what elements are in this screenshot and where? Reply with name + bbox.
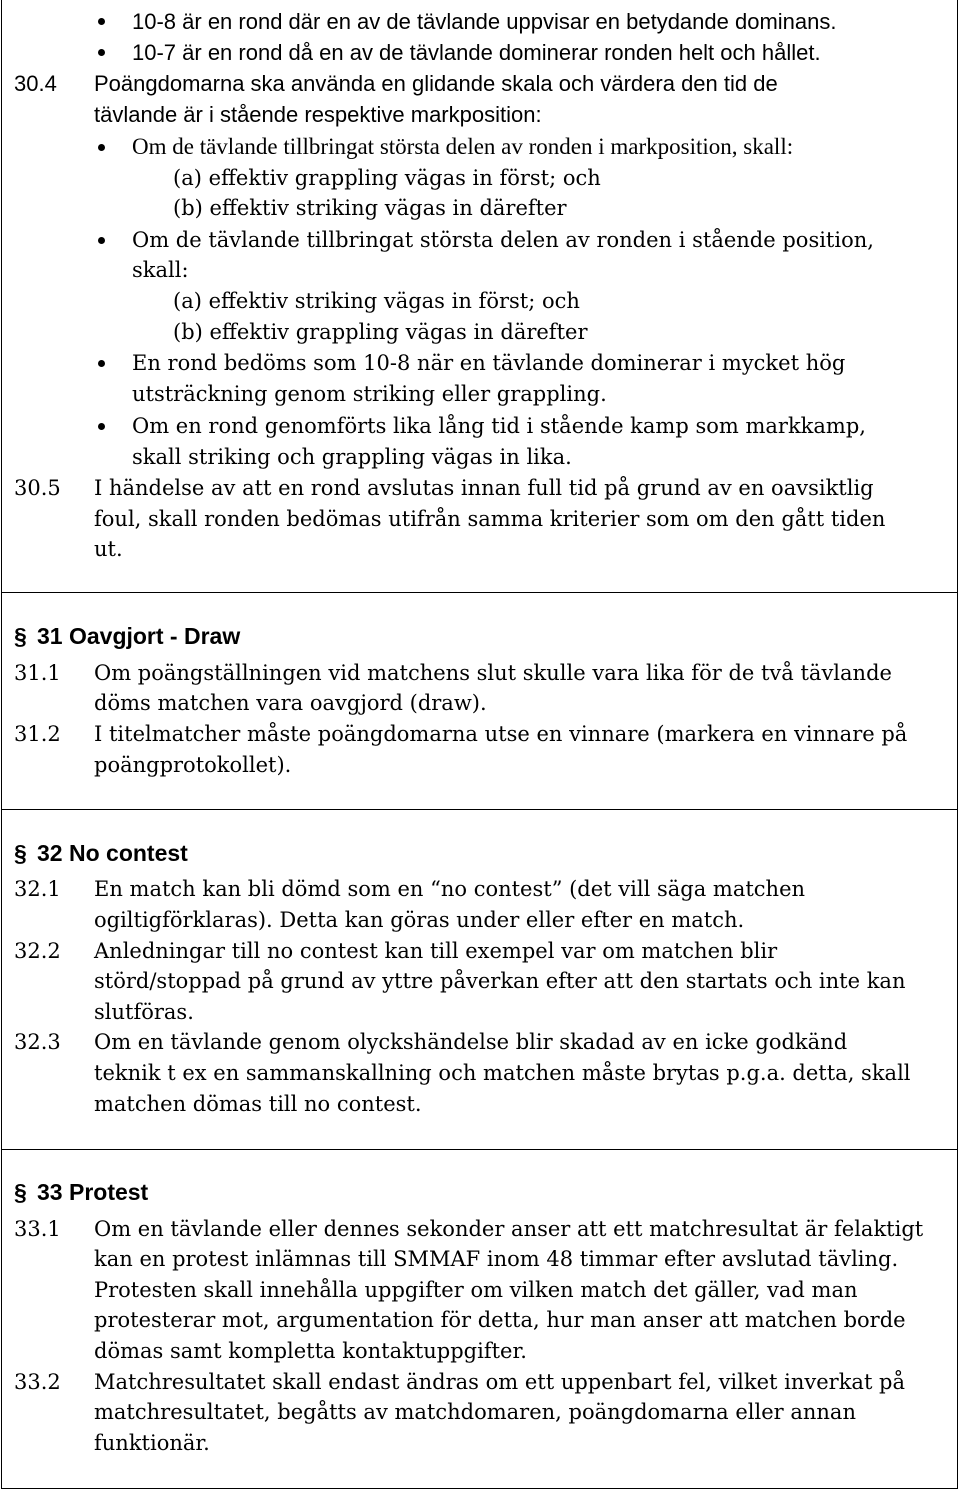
clause-number-32-3: 32.3	[14, 1030, 61, 1054]
section-sign-icon: §	[14, 1179, 27, 1205]
clause-number-32-2: 32.2	[14, 939, 61, 963]
clause-32-3-line-2: teknik t ex en sammanskallning och matchen måste brytas p.g.a. detta, skall	[94, 1061, 911, 1085]
standing-item-a: (a) effektiv striking vägas in först; och	[173, 289, 580, 313]
ground-item-b: (b) effektiv striking vägas in därefter	[173, 196, 567, 220]
bullet-dot	[98, 423, 105, 430]
bullet-dot	[98, 360, 105, 367]
bullet-dot	[98, 18, 105, 25]
clause-33-2-line-1: Matchresultatet skall endast ändras om ett uppenbart fel, vilket inverkat på	[94, 1370, 906, 1394]
clause-number-32-1: 32.1	[14, 877, 61, 901]
clause-32-1-line-2: ogiltigförklaras). Detta kan göras under eller efter en match.	[94, 908, 745, 932]
clause-number-31-1: 31.1	[14, 661, 61, 685]
clause-33-1-line-3: Protesten skall innehålla uppgifter om vilken match det gäller, vad man	[94, 1278, 858, 1302]
clause-33-2-line-2: matchresultatet, begåtts av matchdomaren, poängdomarna eller annan	[94, 1400, 856, 1424]
section-31-heading: 31 Oavgjort - Draw	[37, 623, 241, 649]
clause-number-30-4: 30.4	[14, 71, 57, 96]
bullet-dot	[98, 237, 105, 244]
ground-item-a: (a) effektiv grappling vägas in först; och	[173, 166, 601, 190]
clause-33-1-line-5: dömas samt kompletta kontaktuppgifter.	[94, 1339, 527, 1363]
clause-32-1-line-1: En match kan bli dömd som en “no contest” (det vill säga matchen	[94, 877, 806, 901]
clause-number-31-2: 31.2	[14, 722, 61, 746]
clause-32-2-line-3: slutföras.	[94, 1000, 194, 1024]
clause-33-1-line-1: Om en tävlande eller dennes sekonder anser att ett matchresultat är felaktigt	[94, 1217, 924, 1241]
clause-31-1-line-1: Om poängställningen vid matchens slut skulle vara lika för de två tävlande	[94, 661, 892, 685]
section-sign-icon: §	[14, 623, 27, 649]
clause-number-33-1: 33.1	[14, 1217, 61, 1241]
clause-30-4-line-1: Poängdomarna ska använda en glidande skala och värdera den tid de	[94, 71, 778, 96]
clause-33-1-line-4: protesterar mot, argumentation för detta, hur man anser att matchen borde	[94, 1308, 906, 1332]
equal-time-line-2: skall striking och grappling vägas in lika.	[132, 445, 572, 469]
rule-10-7-text: 10-7 är en rond då en av de tävlande dominerar ronden helt och hållet.	[132, 40, 821, 65]
standing-position-line-1: Om de tävlande tillbringat största delen av ronden i stående position,	[132, 228, 874, 252]
bullet-dot	[98, 49, 105, 56]
clause-30-4-line-2: tävlande är i stående respektive markposition:	[94, 102, 542, 127]
standing-position-line-2: skall:	[132, 258, 189, 282]
clause-32-3-line-3: matchen dömas till no contest.	[94, 1092, 422, 1116]
rule-10-8-text: 10-8 är en rond där en av de tävlande uppvisar en betydande dominans.	[132, 9, 837, 34]
section-sign-icon: §	[14, 840, 27, 866]
clause-30-5-line-3: ut.	[94, 537, 123, 561]
clause-30-5-line-1: I händelse av att en rond avslutas innan full tid på grund av en oavsiktlig	[94, 476, 874, 500]
dominance-line-1: En rond bedöms som 10-8 när en tävlande dominerar i mycket hög	[132, 351, 846, 375]
dominance-line-2: utsträckning genom striking eller grappling.	[132, 382, 607, 406]
bullet-dot	[98, 144, 105, 151]
clause-number-30-5: 30.5	[14, 476, 61, 500]
clause-number-33-2: 33.2	[14, 1370, 61, 1394]
clause-33-1-line-2: kan en protest inlämnas till SMMAF inom 48 timmar efter avslutad tävling.	[94, 1247, 899, 1271]
clause-30-5-line-2: foul, skall ronden bedömas utifrån samma kriterier som om den gått tiden	[94, 507, 886, 531]
section-33-heading: 33 Protest	[37, 1179, 149, 1205]
equal-time-line-1: Om en rond genomförts lika lång tid i stående kamp som markkamp,	[132, 414, 866, 438]
clause-31-1-line-2: döms matchen vara oavgjord (draw).	[94, 691, 487, 715]
clause-31-2-line-1: I titelmatcher måste poängdomarna utse en vinnare (markera en vinnare på	[94, 722, 908, 746]
clause-32-2-line-1: Anledningar till no contest kan till exempel var om matchen blir	[94, 939, 778, 963]
clause-32-2-line-2: störd/stoppad på grund av yttre påverkan efter att den startats och inte kan	[94, 969, 906, 993]
clause-31-2-line-2: poängprotokollet).	[94, 753, 292, 777]
clause-33-2-line-3: funktionär.	[94, 1431, 210, 1455]
section-32-heading: 32 No contest	[37, 840, 188, 866]
standing-item-b: (b) effektiv grappling vägas in därefter	[173, 320, 588, 344]
clause-32-3-line-1: Om en tävlande genom olyckshändelse blir skadad av en icke godkänd	[94, 1030, 848, 1054]
ground-position-text: Om de tävlande tillbringat största delen av ronden i markposition, skall:	[132, 134, 794, 159]
